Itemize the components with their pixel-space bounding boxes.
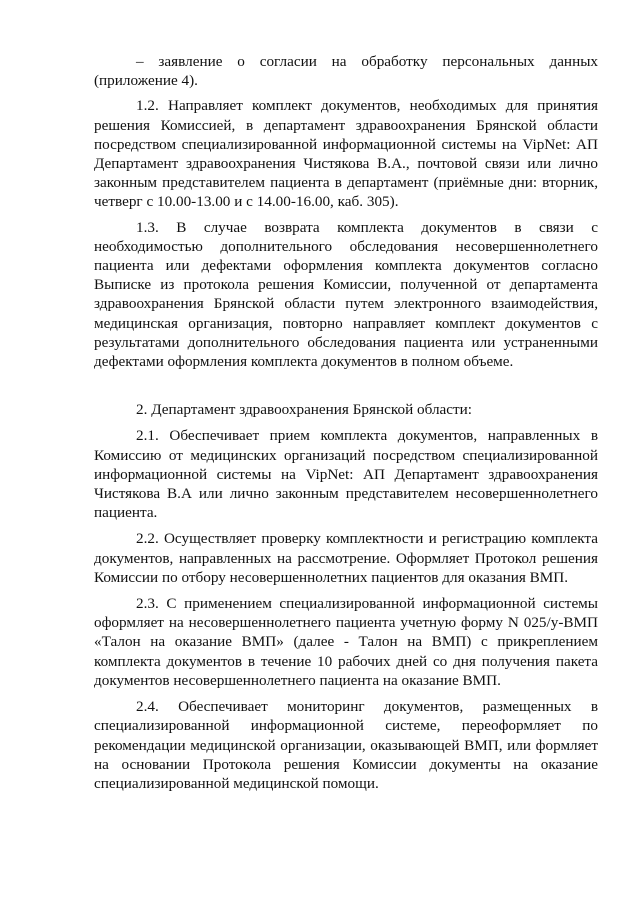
- paragraph-1-3: 1.3. В случае возврата комплекта документов в связи с необходимостью дополнительного обследования несовершеннолетнего пациента или дефектами оформления комплекта документов согласно Выписке из протокола решения Комиссии, полученной от департамента здравоохранения Брянской области путем электронного взаимодействия, медицинская организация, повторно направляет комплект документов с результатами дополнительного обследования пациента или устраненными дефектами оформления комплекта документов в полном объеме.: [94, 218, 598, 371]
- paragraph-consent-item: – заявление о согласии на обработку персональных данных (приложение 4).: [94, 53, 598, 90]
- paragraph-2-2: 2.2. Осуществляет проверку комплектности и регистрацию комплекта документов, направленных на рассмотрение. Оформляет Протокол решения Комиссии по отбору несовершеннолетних пациентов для оказания ВМП.: [94, 530, 598, 586]
- paragraph-2-4: 2.4. Обеспечивает мониторинг документов, размещенных в специализированной информационной системе, переоформляет по рекомендации медицинской организации, оказывающей ВМП, или формляет на основании Протокола решения Комиссии документы на оказание специализированной медицинской помощи.: [94, 698, 598, 792]
- paragraph-2-3: 2.3. С применением специализированной информационной системы оформляет на несовершеннолетнего пациента учетную форму N 025/у-ВМП «Талон на оказание ВМП» (далее - Талон на ВМП) с прикреплением комплекта документов в течение 10 рабочих дней со дня получения пакета документов несовершеннолетнего пациента на оказание ВМП.: [94, 595, 598, 689]
- paragraph-2-1: 2.1. Обеспечивает прием комплекта документов, направленных в Комиссию от медицинских организаций посредством специализированной информационной системы на VipNet: АП Департамент здравоохранения Чистякова В.А или лично законным представителем несовершеннолетнего пациента.: [94, 427, 598, 522]
- paragraph-2-heading: 2. Департамент здравоохранения Брянской области:: [136, 401, 472, 419]
- paragraph-1-2: 1.2. Направляет комплект документов, необходимых для принятия решения Комиссией, в департамент здравоохранения Брянской области посредством специализированной информационной системы на VipNet: АП Департамент здравоохранения Чистякова В.А., почтовой связи или лично законным представителем пациента в департамент (приёмные дни: вторник, четверг с 10.00-13.00 и с 14.00-16.00, каб. 305).: [94, 97, 598, 211]
